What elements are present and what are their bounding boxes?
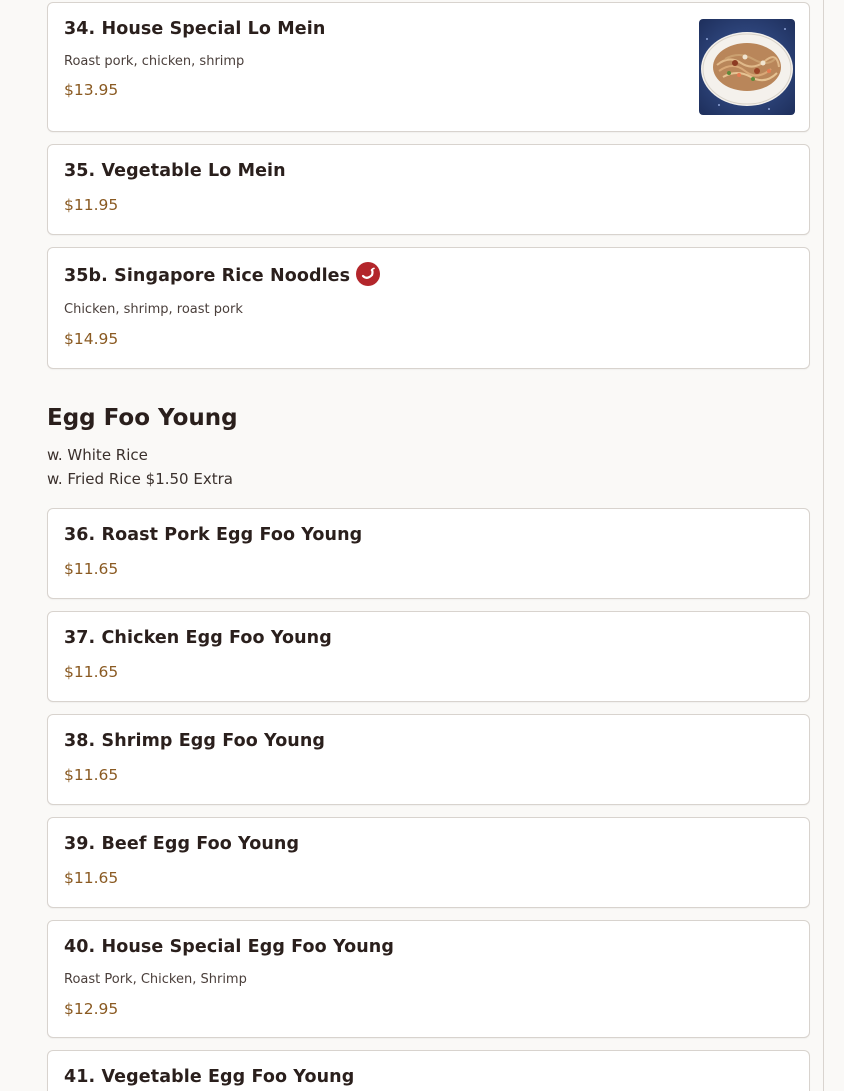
section-note: w. White Rice [47,446,148,464]
menu-item-description: Roast Pork, Chicken, Shrimp [64,972,247,987]
section-note: w. Fried Rice $1.50 Extra [47,470,233,488]
menu-item-price: $11.95 [64,196,119,214]
menu-item-card[interactable] [47,247,810,369]
page-scroll-rail [823,0,824,1091]
menu-item-price: $13.95 [64,81,119,99]
menu-item-card[interactable] [47,144,810,235]
menu-item-card[interactable] [47,611,810,702]
menu-item-card[interactable] [47,508,810,599]
menu-item-price: $14.95 [64,330,119,348]
menu-item-title: 40. House Special Egg Foo Young [64,937,394,957]
menu-item-title: 41. Vegetable Egg Foo Young [64,1067,355,1087]
menu-item-title: 34. House Special Lo Mein [64,19,326,39]
menu-item-card[interactable] [47,714,810,805]
menu-item-title: 38. Shrimp Egg Foo Young [64,731,326,751]
menu-item-title [64,264,380,288]
menu-item-title: 36. Roast Pork Egg Foo Young [64,525,363,545]
menu-item-price: $11.65 [64,766,119,784]
menu-item-price: $12.95 [64,1000,119,1018]
menu-item-description: Chicken, shrimp, roast pork [64,302,243,317]
spicy-icon [356,262,380,286]
menu-item-title: 35. Vegetable Lo Mein [64,161,286,181]
section-title-egg-foo-young: Egg Foo Young [47,405,238,431]
menu-item-card[interactable] [47,920,810,1038]
menu-item-title-text: 35b. Singapore Rice Noodles [64,266,351,286]
menu-item-title: 39. Beef Egg Foo Young [64,834,300,854]
menu-item-price: $11.65 [64,560,119,578]
menu-item-description: Roast pork, chicken, shrimp [64,54,245,69]
menu-item-card[interactable] [47,1050,810,1091]
menu-item-price: $11.65 [64,869,119,887]
menu-item-card[interactable] [47,2,810,132]
lo-mein-photo[interactable] [699,19,795,115]
menu-item-price: $11.65 [64,663,119,681]
menu-item-card[interactable] [47,817,810,908]
menu-item-title: 37. Chicken Egg Foo Young [64,628,332,648]
